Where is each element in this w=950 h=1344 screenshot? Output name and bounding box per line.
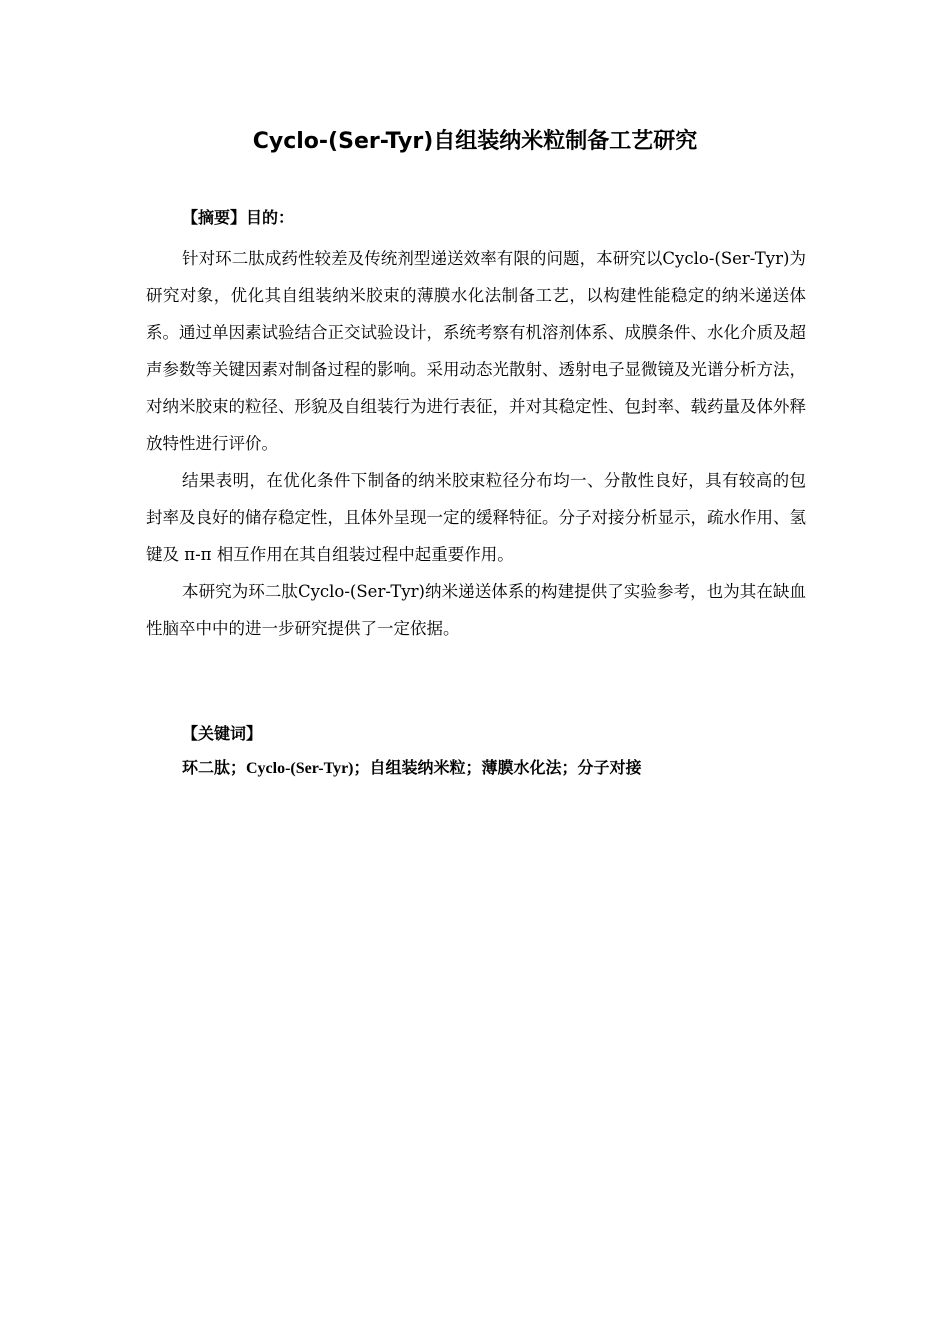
abstract-paragraph: 结果表明，在优化条件下制备的纳米胶束粒径分布均一、分散性良好，具有较高的包封率及良好的储存稳定性，且体外呈现一定的缓释特征。分子对接分析显示，疏水作用、氢键及 π-π 相互作用在其自组装过程中起重要作用。 xyxy=(146,471,806,564)
abstract-body xyxy=(146,240,806,647)
keywords-list: 环二肽；Cyclo-(Ser-Tyr)；自组装纳米粒；薄膜水化法；分子对接 xyxy=(182,760,642,777)
keywords-heading: 【关键词】 xyxy=(182,724,263,743)
document-title: Cyclo-(Ser-Tyr)自组装纳米粒制备工艺研究 xyxy=(252,129,698,154)
abstract-paragraph: 本研究为环二肽Cyclo-(Ser-Tyr)纳米递送体系的构建提供了实验参考，也为其在缺血性脑卒中中的进一步研究提供了一定依据。 xyxy=(146,582,806,638)
abstract-paragraph: 针对环二肽成药性较差及传统剂型递送效率有限的问题，本研究以Cyclo-(Ser-Tyr)为研究对象，优化其自组装纳米胶束的薄膜水化法制备工艺，以构建性能稳定的纳米递送体系。通过单因素试验结合正交试验设计，系统考察有机溶剂体系、成膜条件、水化介质及超声参数等关键因素对制备过程的影响。采用动态光散射、透射电子显微镜及光谱分析方法，对纳米胶束的粒径、形貌及自组装行为进行表征，并对其稳定性、包封率、载药量及体外释放特性进行评价。 xyxy=(146,249,806,453)
abstract-heading: 【摘要】目的： xyxy=(182,208,295,227)
